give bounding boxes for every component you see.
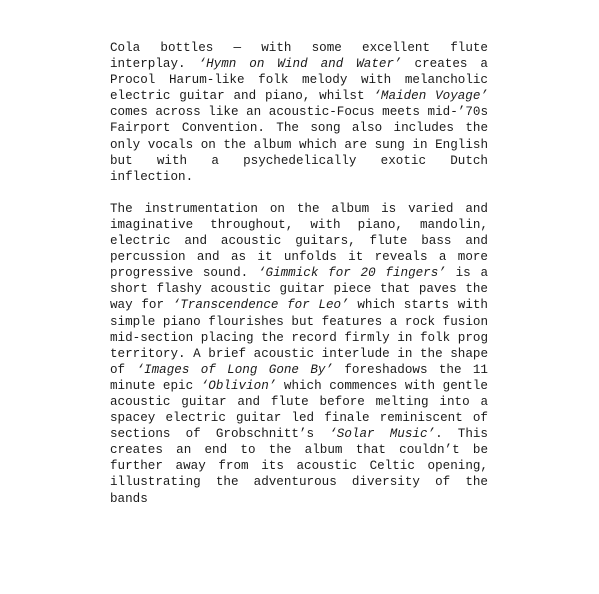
text-run: creates a Procol Harum-like folk melody with melancholic electric guitar and piano, whilst <box>110 57 488 104</box>
text-run: comes across like an acoustic-Focus meets mid-’70s Fairport Convention. The song also includes the only vocals on the album which are sung in English but with a psychedelically exotic Dutch inflection. <box>110 105 488 184</box>
song-title: ‘Oblivion’ <box>200 378 277 393</box>
text-run: is a short flashy acoustic guitar piece that paves the way for <box>110 266 488 313</box>
song-title: ‘Hymn on Wind and Water’ <box>198 57 402 72</box>
song-title: ‘Gimmick for 20 fingers’ <box>257 266 446 281</box>
document-page <box>110 40 488 507</box>
song-title: ‘Solar Music’ <box>329 427 436 442</box>
song-title: ‘Transcendence for Leo’ <box>172 298 349 313</box>
text-run: The instrumentation on the album is varied and imaginative throughout, with piano, mandolin, electric and acoustic guitars, flute bass and percussion and as it unfolds it reveals a more progressive sound. <box>110 201 488 281</box>
text-run: Cola bottles — with some excellent flute interplay. <box>110 41 488 72</box>
song-title: ‘Maiden Voyage’ <box>373 89 488 104</box>
song-title: ‘Images of Long Gone By’ <box>136 362 334 377</box>
text-run: which commences with gentle acoustic guitar and flute before melting into a spacey electric guitar led finale reminiscent of sections of Grobschnitt’s <box>110 378 488 442</box>
paragraph-1 <box>110 40 488 185</box>
paragraph-2 <box>110 201 488 507</box>
text-run: . This creates an end to the album that couldn’t be further away from its acoustic Celtic opening, illustrating the adventurous diversity of the bands <box>110 427 488 506</box>
text-run: foreshadows the 11 minute epic <box>110 362 488 393</box>
text-run: which starts with simple piano flourishes but features a rock fusion mid-section placing the record firmly in folk prog territory. A brief acoustic interlude in the shape of <box>110 298 488 377</box>
